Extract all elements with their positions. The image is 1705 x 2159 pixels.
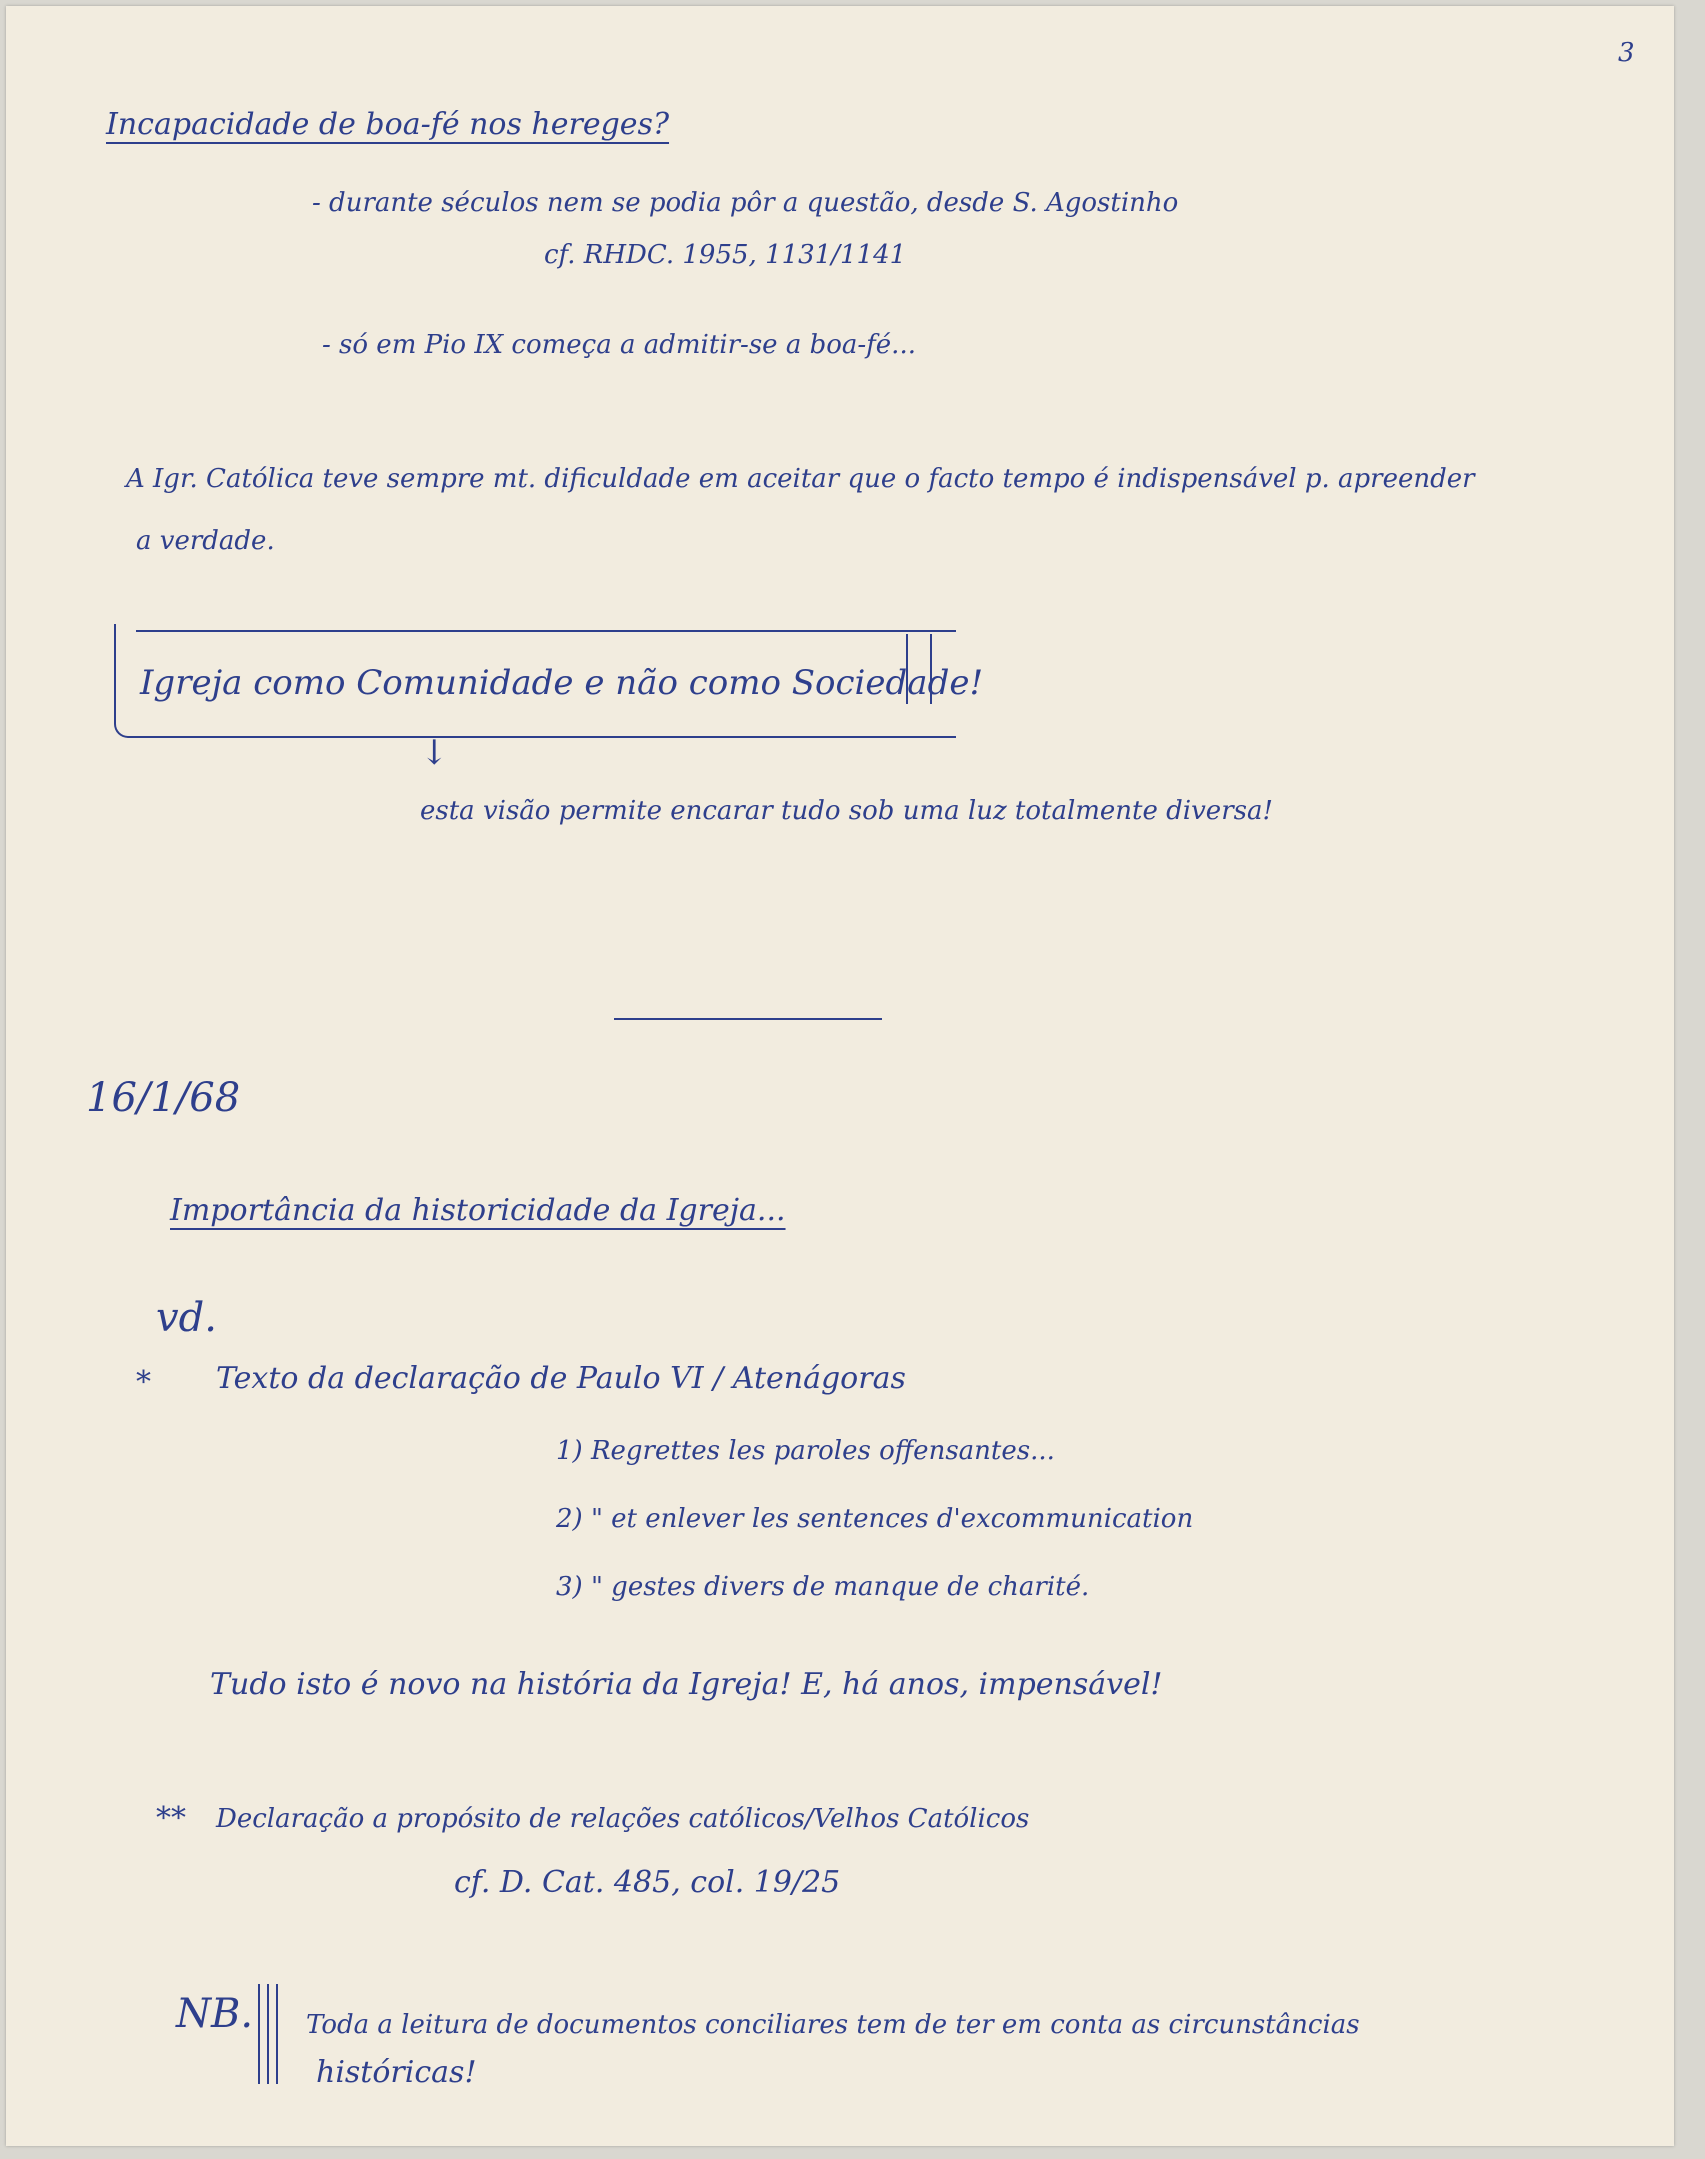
boxed-statement: Igreja como Comunidade e não como Sociedade! <box>140 663 984 703</box>
line-reference-rhdc: cf. RHDC. 1955, 1131/1141 <box>544 240 907 270</box>
line-pio-ix: - só em Pio IX começa a admitir-se a boa-fé... <box>322 330 916 360</box>
subitem-3: 3) " gestes divers de manque de charité. <box>556 1572 1090 1602</box>
subitem-2: 2) " et enlever les sentences d'excommunication <box>556 1504 1194 1534</box>
nb-text-line1: Toda a leitura de documentos conciliares tem de ter em conta as circunstâncias <box>306 2010 1360 2040</box>
line-reference-dcat: cf. D. Cat. 485, col. 19/25 <box>454 1865 841 1900</box>
subitem-1: 1) Regrettes les paroles offensantes... <box>556 1436 1055 1466</box>
asterisk-marker-2: ** <box>156 1801 186 1836</box>
page-number: 3 <box>1618 38 1635 68</box>
vd-note: vd. <box>156 1295 217 1341</box>
item-declaracao-velhos-catolicos: Declaração a propósito de relações católicos/Velhos Católicos <box>216 1804 1030 1834</box>
section-separator <box>614 1018 882 1020</box>
asterisk-marker-1: * <box>136 1365 151 1400</box>
heading-incapacidade: Incapacidade de boa-fé nos hereges? <box>106 107 670 142</box>
paragraph-igreja-catolica-line2: a verdade. <box>136 526 275 556</box>
arrow-down-icon: ↓ <box>420 733 449 773</box>
nb-label: NB. <box>176 1991 254 2037</box>
entry-date: 16/1/68 <box>86 1075 241 1121</box>
manuscript-page <box>6 6 1674 2146</box>
line-durante-seculos: - durante séculos nem se podia pôr a questão, desde S. Agostinho <box>312 188 1179 218</box>
nb-text-line2: históricas! <box>316 2055 477 2090</box>
nb-vertical-bars <box>258 1984 280 2084</box>
heading-historicidade: Importância da historicidade da Igreja... <box>170 1193 786 1228</box>
paragraph-igreja-catolica-line1: A Igr. Católica teve sempre mt. dificuldade em aceitar que o facto tempo é indispensável p. apreender <box>126 464 1475 494</box>
line-tudo-isto: Tudo isto é novo na história da Igreja! E, há anos, impensável! <box>210 1667 1163 1702</box>
line-esta-visao: esta visão permite encarar tudo sob uma luz totalmente diversa! <box>420 796 1273 826</box>
item-declaracao-paulo-vi: Texto da declaração de Paulo VI / Atenágoras <box>216 1361 906 1396</box>
